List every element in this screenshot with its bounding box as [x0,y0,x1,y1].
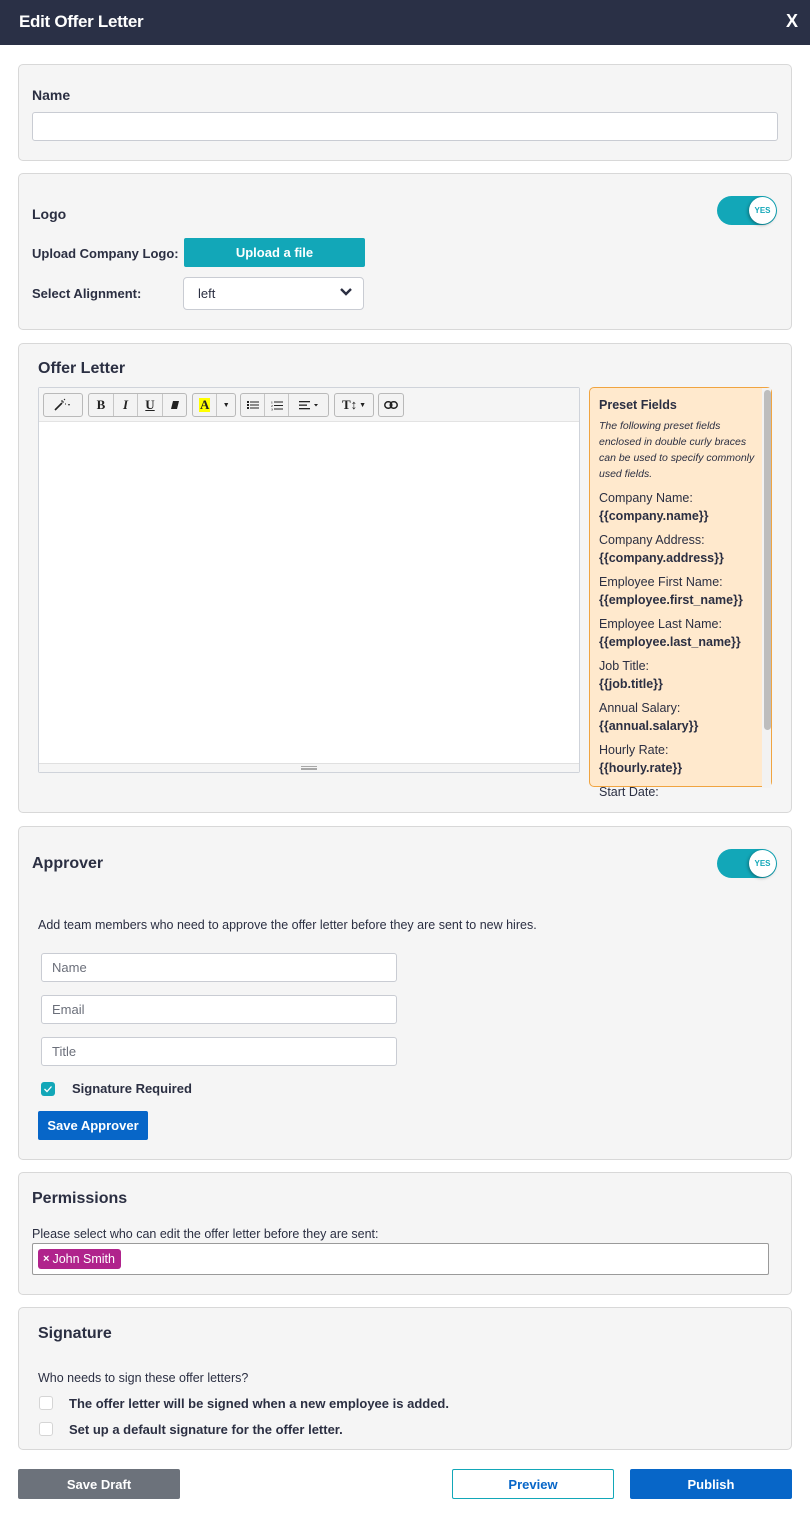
approver-name-input[interactable]: Name [41,953,397,982]
preset-field: Employee First Name: {{employee.first_name}} [599,575,743,607]
permissions-panel [18,1172,792,1295]
logo-title: Logo [32,206,67,222]
align-dropdown-icon[interactable] [289,394,328,416]
logo-panel [18,173,792,330]
signature-panel [18,1307,792,1450]
checkmark-icon [41,1082,55,1096]
ordered-list-icon[interactable] [265,394,289,416]
save-approver-button[interactable]: Save Approver [38,1111,148,1140]
editor-toolbar [39,388,579,422]
preset-scrollbar-thumb[interactable] [764,390,771,730]
tag-label: John Smith [52,1252,115,1266]
permissions-title: Permissions [32,1190,128,1207]
alignment-value: left [198,286,216,301]
magic-wand-icon[interactable] [44,394,82,416]
approver-toggle[interactable] [717,849,777,878]
svg-text:2: 2 [270,403,273,408]
preset-field: Start Date: [599,785,659,799]
selected-user-tag [38,1249,121,1269]
link-icon[interactable] [379,394,403,416]
eraser-icon[interactable] [163,394,186,416]
signature-required-checkbox[interactable] [41,1082,55,1096]
color-dropdown-icon[interactable]: ▼ [222,401,230,409]
editor-content[interactable] [39,422,579,764]
color-a-icon: A [200,397,210,412]
remove-tag-icon[interactable]: × [43,1253,50,1265]
alignment-select[interactable] [183,277,364,310]
unordered-list-icon[interactable] [241,394,265,416]
toggle-knob: YES [749,850,776,877]
modal-title: Edit Offer Letter [19,12,144,31]
preview-button[interactable]: Preview [452,1469,614,1499]
upload-logo-label: Upload Company Logo: [32,246,179,261]
preset-fields-panel [589,387,772,799]
close-button[interactable]: X [785,11,798,31]
signature-option-2-checkbox[interactable] [39,1422,53,1436]
offer-letter-title: Offer Letter [38,360,126,377]
approver-email-input[interactable]: Email [41,995,397,1024]
rich-text-editor [38,387,580,773]
preset-scrollbar[interactable] [762,388,771,788]
name-panel [18,64,792,161]
permissions-prompt: Please select who can edit the offer letter before they are sent: [32,1227,379,1241]
name-input[interactable] [32,112,778,141]
approver-title: Approver [32,855,104,872]
preset-field: Company Name: {{company.name}} [599,491,709,523]
text-height-icon[interactable]: T↕ ▼ [341,397,367,412]
save-draft-button[interactable]: Save Draft [18,1469,180,1499]
preset-field: Company Address: {{company.address}} [599,533,724,565]
logo-toggle[interactable] [717,196,777,225]
alignment-label: Select Alignment: [32,286,142,301]
toggle-knob: YES [749,197,776,224]
preset-field: Employee Last Name: {{employee.last_name}} [599,617,741,649]
preset-field: Annual Salary: {{annual.salary}} [599,701,699,733]
approver-title-input[interactable]: Title [41,1037,397,1066]
svg-text:3: 3 [270,407,273,411]
signature-option-2-label: Set up a default signature for the offer letter. [69,1422,343,1437]
italic-button[interactable]: I [114,394,138,416]
name-label: Name [32,87,71,103]
signature-option-1-checkbox[interactable] [39,1396,53,1410]
text-color-button[interactable] [193,394,217,416]
approver-description: Add team members who need to approve the offer letter before they are sent to new hires. [38,918,537,932]
editor-resize-handle[interactable] [39,763,579,772]
svg-text:1: 1 [270,400,273,404]
upload-file-button[interactable]: Upload a file [184,238,365,267]
signature-option-1-label: The offer letter will be signed when a new employee is added. [69,1396,449,1411]
resize-grip-icon [301,766,317,770]
modal-header [0,0,810,45]
preset-fields-description: The following preset fields enclosed in double curly braces can be used to specify commonly used fields. [599,420,755,480]
preset-field: Job Title: {{job.title}} [599,659,663,691]
signature-title: Signature [38,1325,112,1342]
underline-button[interactable]: U [138,394,163,416]
signature-required-label: Signature Required [72,1081,192,1096]
preset-field: Hourly Rate: {{hourly.rate}} [599,743,683,775]
bold-button[interactable]: B [89,394,114,416]
signature-question: Who needs to sign these offer letters? [38,1371,249,1385]
publish-button[interactable]: Publish [630,1469,792,1499]
preset-fields-title: Preset Fields [599,398,677,412]
chevron-down-icon [339,285,353,299]
permissions-multiselect[interactable] [32,1243,769,1275]
approver-panel [18,826,792,1160]
